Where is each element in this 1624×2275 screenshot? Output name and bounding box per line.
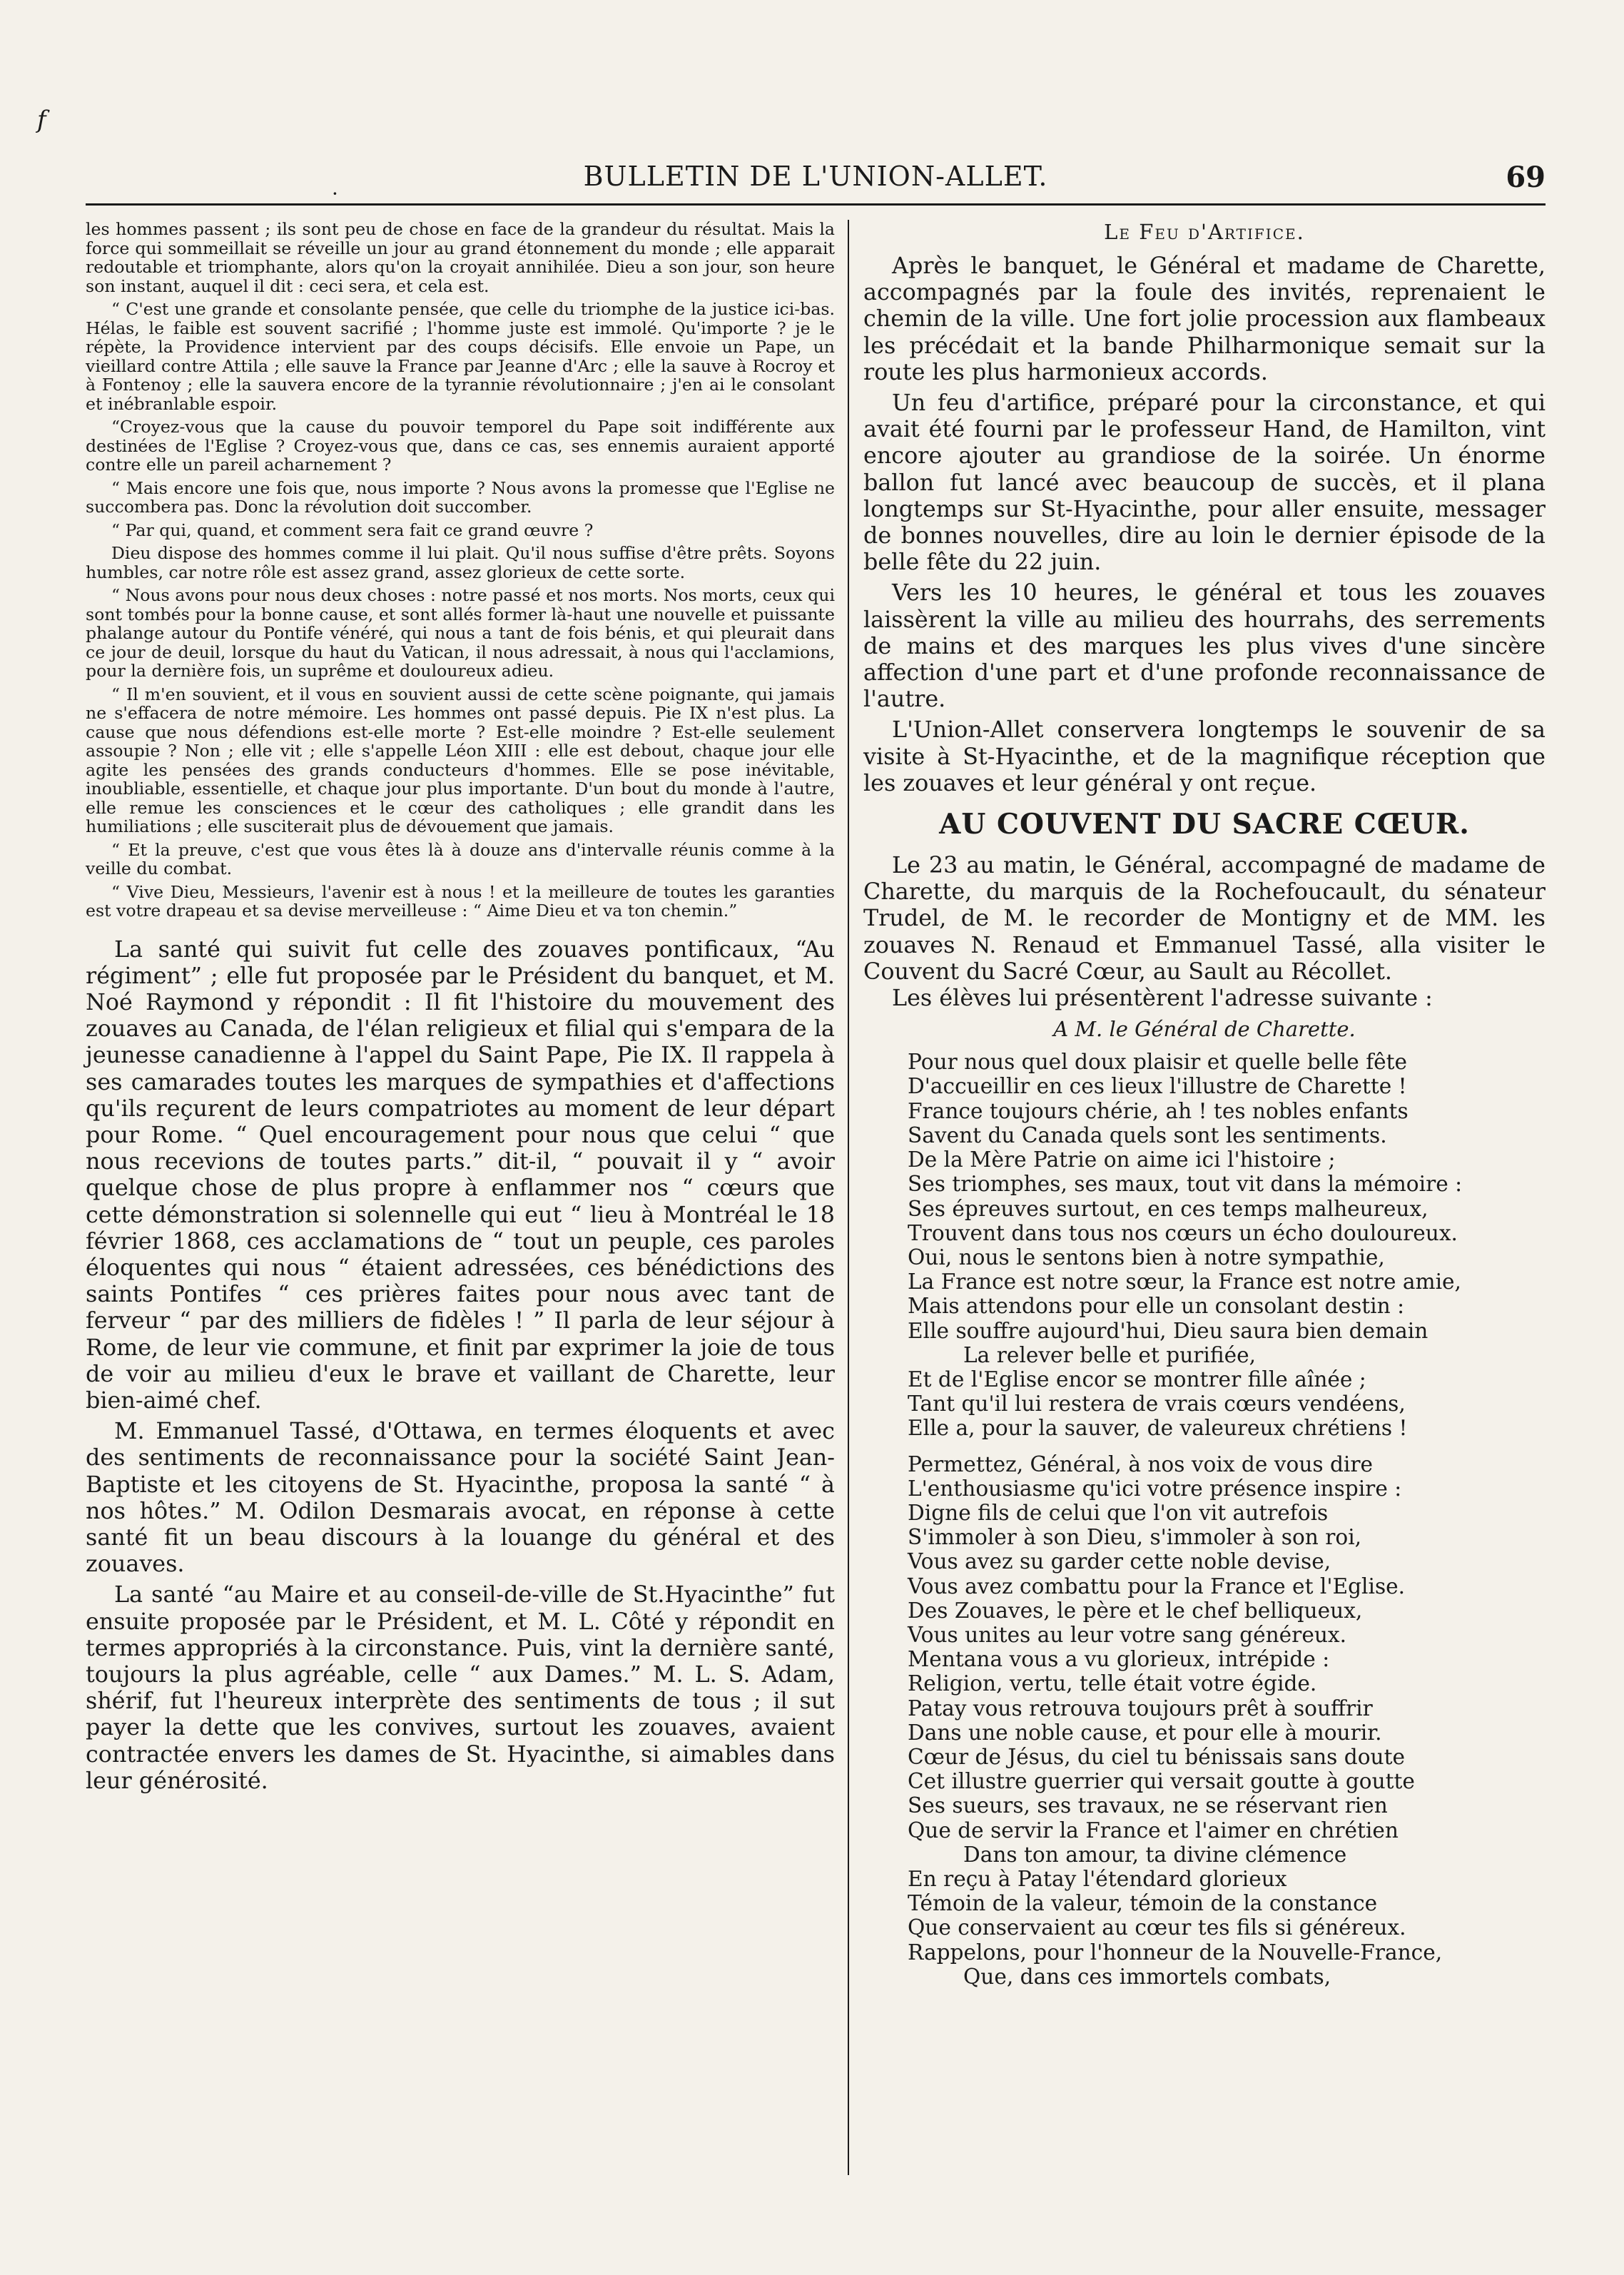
- poem-line: En reçu à Patay l'étendard glorieux: [908, 1866, 1287, 1891]
- speech-paragraph: “ Et la preuve, c'est que vous êtes là à douze ans d'intervalle réunis comme à la veille du combat.: [86, 839, 835, 878]
- convent-section: [863, 852, 1546, 1011]
- poem-line: Que, dans ces immortels combats,: [963, 1964, 1331, 1989]
- banquet-toasts: [86, 936, 835, 1795]
- poem-line: Vous unites au leur votre sang généreux.: [908, 1622, 1346, 1647]
- poem-line: Digne fils de celui que l'on vit autrefois: [908, 1500, 1329, 1525]
- body-paragraph: M. Emmanuel Tassé, d'Ottawa, en termes éloquents et avec des sentiments de reconnaissance pour la société Saint Jean-Baptiste et les citoyens de St. Hyacinthe, proposa la santé “ à nos hôtes.” M. Odilon Desmarais avocat, en réponse à cette santé fit un beau discours à la louange du général et des zouaves.: [86, 1418, 835, 1578]
- speech-paragraph: “ Il m'en souvient, et il vous en souvient aussi de cette scène poignante, qui jamais ne s'effacera de notre mémoire. Les hommes ont passé depuis. Pie IX n'est plus. La cause que nous défendions est-elle morte ? Est-elle moindre ? Est-elle seulement assoupie ? Non ; elle vit ; elle s'appelle Léon XIII : elle est debout, chaque jour elle agite les pensées des grands conducteurs d'hommes. Elle se pose inévitable, inoubliable, essentielle, et chaque jour plus importante. D'un bout du monde à l'autre, elle remue les consciences et le cœur des catholiques ; elle grandit dans les humiliations ; elle susciterait plus de dévouement que jamais.: [86, 684, 835, 836]
- body-paragraph: Vers les 10 heures, le général et tous les zouaves laissèrent la ville au milieu des hourrahs, des serrements de mains et des marques les plus vives d'une sincère affection d'une part et d'une profonde reconnaissance de l'autre.: [863, 579, 1546, 713]
- speech-paragraph: “Croyez-vous que la cause du pouvoir temporel du Pape soit indifférente aux destinées de l'Eglise ? Croyez-vous que, dans ce cas, ses ennemis auraient apporté contre elle un pareil acharnement ?: [86, 417, 835, 475]
- poem-line: Dans une noble cause, et pour elle à mourir.: [908, 1720, 1382, 1745]
- speech-paragraph: “ Vive Dieu, Messieurs, l'avenir est à nous ! et la meilleure de toutes les garanties est votre drapeau et sa devise merveilleuse : “ Aime Dieu et va ton chemin.”: [86, 881, 835, 921]
- section-heading-convent: AU COUVENT DU SACRE CŒUR.: [939, 808, 1470, 841]
- left-column: [86, 220, 835, 1794]
- margin-mark: f: [37, 106, 46, 134]
- poem-line: Religion, vertu, telle était votre égide.: [908, 1671, 1317, 1696]
- poem-line: Mais attendons pour elle un consolant destin :: [908, 1294, 1405, 1319]
- poem-line: Pour nous quel doux plaisir et quelle belle fête: [908, 1050, 1408, 1075]
- body-paragraph: Le 23 au matin, le Général, accompagné de madame de Charette, du marquis de la Rochefoucault, du sénateur Trudel, de M. le recorder de Montigny et de MM. les zouaves N. Renaud et Emmanuel Tassé, alla visiter le Couvent du Sacré Cœur, au Sault au Récollet.: [863, 852, 1546, 985]
- poem-line: Ses sueurs, ses travaux, ne se réservant rien: [908, 1793, 1388, 1818]
- poem-line: Rappelons, pour l'honneur de la Nouvelle-France,: [908, 1940, 1443, 1965]
- poem-line: Que conservaient au cœur tes fils si généreux.: [908, 1915, 1406, 1940]
- body-paragraph: Un feu d'artifice, préparé pour la circonstance, et qui avait été fourni par le professeur Hand, de Hamilton, vint encore ajouter au grandiose de la soirée. Un énorme ballon fut lancé avec beaucoup de succès, et il plana longtemps sur St-Hyacinthe, pour aller ensuite, messager de bonnes nouvelles, dire au loin le dernier épisode de la belle fête du 22 juin.: [863, 390, 1546, 576]
- poem-line: Trouvent dans tous nos cœurs un écho douloureux.: [908, 1220, 1458, 1245]
- speech-quote: [86, 220, 835, 921]
- poem-line: L'enthousiasme qu'ici votre présence inspire :: [908, 1476, 1402, 1501]
- header-dot: ·: [332, 182, 338, 206]
- poem-line: La relever belle et purifiée,: [963, 1342, 1257, 1367]
- poem-line: Oui, nous le sentons bien à notre sympathie,: [908, 1245, 1385, 1270]
- speech-paragraph: “ Mais encore une fois que, nous importe ? Nous avons la promesse que l'Eglise ne succombera pas. Donc la révolution doit succomber.: [86, 477, 835, 517]
- poem-line: Elle a, pour la sauver, de valeureux chrétiens !: [908, 1416, 1408, 1441]
- poem-line: Des Zouaves, le père et le chef belliqueux,: [908, 1598, 1363, 1623]
- page-number: 69: [1506, 161, 1546, 194]
- poem-line: Témoin de la valeur, témoin de la constance: [908, 1891, 1378, 1916]
- section-title-fireworks: Le Feu d'Artifice.: [1104, 220, 1305, 244]
- poem-line: Cet illustre guerrier qui versait goutte à goutte: [908, 1769, 1415, 1794]
- right-column: [863, 220, 1546, 1989]
- page-title: BULLETIN DE L'UNION-ALLET.: [583, 161, 1048, 192]
- poem-line: Mentana vous a vu glorieux, intrépide :: [908, 1647, 1330, 1672]
- poem-dedication: A M. le Général de Charette.: [1053, 1017, 1356, 1042]
- column-rule: [848, 220, 849, 2175]
- poem-line: Permettez, Général, à nos voix de vous dire: [908, 1451, 1374, 1476]
- poem-line: Patay vous retrouva toujours prêt à souffrir: [908, 1696, 1373, 1721]
- poem-line: Vous avez combattu pour la France et l'Eglise.: [908, 1574, 1406, 1598]
- page-header: [86, 161, 1546, 206]
- poem-line: Que de servir la France et l'aimer en chrétien: [908, 1818, 1399, 1843]
- fireworks-section: [863, 253, 1546, 796]
- poem-line: Ses épreuves surtout, en ces temps malheureux,: [908, 1196, 1428, 1221]
- poem-line: Vous avez su garder cette noble devise,: [908, 1549, 1331, 1574]
- body-paragraph: Les élèves lui présentèrent l'adresse suivante :: [892, 985, 1433, 1012]
- poem-line: De la Mère Patrie on aime ici l'histoire ;: [908, 1147, 1336, 1172]
- speech-paragraph: les hommes passent ; ils sont peu de chose en face de la grandeur du résultat. Mais la force qui sommeillait se réveille un jour au grand étonnement du monde ; elle apparait redoutable et triomphante, alors qu'on la croyait annihilée. Dieu a son jour, son heure son instant, auquel il dit : ceci sera, et cela est.: [86, 219, 835, 296]
- speech-paragraph: “ C'est une grande et consolante pensée, que celle du triomphe de la justice ici-bas. Hélas, le faible est souvent sacrifié ; l'homme juste est immolé. Qu'importe ? je le répète, la Providence intervient par des coups décisifs. Elle envoie un Pape, un vieillard contre Attila ; elle sauve la France par Jeanne d'Arc ; elle la sauve à Rocroy et à Fontenoy ; elle la sauvera encore de la tyrannie révolutionnaire ; j'en ai le consolant et inébranlable espoir.: [86, 299, 835, 414]
- poem-line: Elle souffre aujourd'hui, Dieu saura bien demain: [908, 1318, 1428, 1343]
- speech-paragraph: Dieu dispose des hommes comme il lui plait. Qu'il nous suffise d'être prêts. Soyons humbles, car notre rôle est assez grand, assez glorieux de cette sorte.: [86, 543, 835, 582]
- speech-paragraph: “ Par qui, quand, et comment sera fait ce grand œuvre ?: [111, 520, 594, 540]
- poem-line: La France est notre sœur, la France est notre amie,: [908, 1270, 1461, 1294]
- body-paragraph: L'Union-Allet conservera longtemps le souvenir de sa visite à St-Hyacinthe, et de la magnifique réception que les zouaves et leur général y ont reçue.: [863, 716, 1546, 796]
- poem-line: Cœur de Jésus, du ciel tu bénissais sans doute: [908, 1744, 1405, 1769]
- poem-line: France toujours chérie, ah ! tes nobles enfants: [908, 1098, 1409, 1123]
- speech-paragraph: “ Nous avons pour nous deux choses : notre passé et nos morts. Nos morts, ceux qui sont tombés pour la bonne cause, et sont allés former là-haut une nouvelle et puissante phalange autour du Pontife vénéré, qui nous a tant de fois bénis, et qui pleurait dans ce jour de deuil, lorsque du haut du Vatican, il nous adressait, à nous qui l'acclamions, pour la dernière fois, un suprême et douloureux adieu.: [86, 585, 835, 681]
- body-paragraph: La santé “au Maire et au conseil-de-ville de St.Hyacinthe” fut ensuite proposée par le Président, et M. L. Côté y répondit en termes appropriés à la circonstance. Puis, vint la dernière santé, toujours la plus agréable, celle “ aux Dames.” M. L. S. Adam, shérif, fut l'heureux interprète des sentiments de tous ; il sut payer la dette que les convives, surtout les zouaves, avaient contractée envers les dames de St. Hyacinthe, si aimables dans leur générosité.: [86, 1581, 835, 1794]
- poem-line: Ses triomphes, ses maux, tout vit dans la mémoire :: [908, 1172, 1463, 1197]
- poem-line: Savent du Canada quels sont les sentiments.: [908, 1123, 1387, 1147]
- body-paragraph: La santé qui suivit fut celle des zouaves pontificaux, “Au régiment” ; elle fut proposée par le Président du banquet, et M. Noé Raymond y répondit : Il fit l'histoire du mouvement des zouaves au Canada, de l'élan religieux et filial qui s'empara de la jeunesse canadienne à l'appel du Saint Pape, Pie IX. Il rappela à ses camarades toutes les marques de sympathies et d'affections qu'ils reçurent de leurs compatriotes au moment de leur départ pour Rome. “ Quel encouragement pour nous que celui “ que nous recevions de toutes parts.” dit-il, “ pouvait il y “ avoir quelque chose de plus propre à enflammer nos “ cœurs que cette démonstration si solennelle qui eut “ lieu à Montréal le 18 février 1868, ces acclamations de “ tout un peuple, ces paroles éloquentes qui nous “ étaient adressées, ces bénédictions des saints Pontifes “ ces prières faites pour nous avec tant de ferveur “ par des milliers de fidèles ! ” Il parla de leur séjour à Rome, de leur vie commune, et finit par exprimer la joie de tous de voir au milieu d'eux le brave et vaillant de Charette, leur bien-aimé chef.: [86, 936, 835, 1414]
- poem-line: S'immoler à son Dieu, s'immoler à son roi,: [908, 1525, 1362, 1550]
- body-paragraph: Après le banquet, le Général et madame de Charette, accompagnés par la foule des invités, reprenaient le chemin de la ville. Une fort jolie procession aux flambeaux les précédait et la bande Philharmonique semait sur la route les plus harmonieux accords.: [863, 253, 1546, 385]
- poem-line: Dans ton amour, ta divine clémence: [963, 1842, 1347, 1867]
- poem-line: Et de l'Eglise encor se montrer fille aînée ;: [908, 1367, 1366, 1392]
- poem-line: Tant qu'il lui restera de vrais cœurs vendéens,: [908, 1392, 1406, 1417]
- poem: [908, 1050, 1546, 1989]
- poem-line: D'accueillir en ces lieux l'illustre de Charette !: [908, 1074, 1407, 1099]
